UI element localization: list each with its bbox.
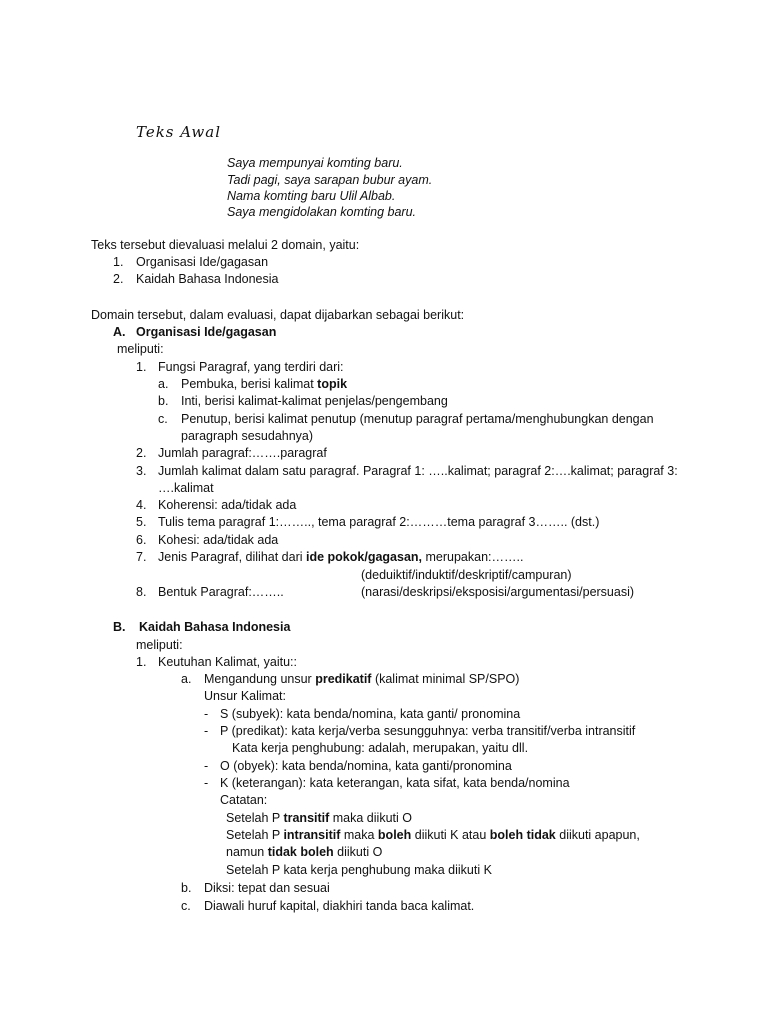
unsur-o: O (obyek): kata benda/nomina, kata ganti/pronomina	[220, 759, 512, 773]
b-unsur-label: Unsur Kalimat:	[204, 689, 286, 703]
a-item-num: 7.	[136, 550, 147, 564]
dash-bullet: -	[204, 759, 209, 773]
a-item-1b: Inti, berisi kalimat-kalimat penjelas/pengembang	[181, 394, 448, 408]
a-item-num: 4.	[136, 498, 147, 512]
a-item-num: 6.	[136, 533, 147, 547]
note-2: Setelah P intransitif maka boleh diikuti K atau boleh tidak diikuti apapun,	[226, 828, 640, 842]
a-item-1: Fungsi Paragraf, yang terdiri dari:	[158, 360, 344, 374]
a-item-3-line-2: ….kalimat	[158, 481, 214, 495]
a-sub-letter: c.	[158, 412, 168, 426]
dash-bullet: -	[204, 776, 209, 790]
domain-num-2: 2.	[113, 272, 124, 286]
a-item-num: 5.	[136, 515, 147, 529]
sample-line-4: Saya mengidolakan komting baru.	[227, 205, 417, 219]
b-sub-letter: c.	[181, 899, 191, 913]
a-item-5: Tulis tema paragraf 1:…….., tema paragraf 2:………tema paragraf 3…….. (dst.)	[158, 515, 600, 529]
b-item-1b: Diksi: tepat dan sesuai	[204, 881, 330, 895]
domain-item-2: Kaidah Bahasa Indonesia	[136, 272, 279, 286]
page-title: Teks Awal	[136, 123, 222, 141]
note-1: Setelah P transitif maka diikuti O	[226, 811, 412, 825]
a-item-1c-line-1: Penutup, berisi kalimat penutup (menutup paragraf pertama/menghubungkan dengan	[181, 412, 654, 426]
domain-item-1: Organisasi Ide/gagasan	[136, 255, 269, 269]
b-sub-letter: b.	[181, 881, 192, 895]
sample-line-3: Nama komting baru Ulil Albab.	[227, 189, 396, 203]
sample-line-1: Saya mempunyai komting baru.	[227, 156, 403, 170]
a-item-num: 2.	[136, 446, 147, 460]
section-b-meliputi: meliputi:	[136, 638, 183, 652]
b-item-num: 1.	[136, 655, 147, 669]
unsur-s: S (subyek): kata benda/nomina, kata ganti/ pronomina	[220, 707, 521, 721]
intro-text: Teks tersebut dievaluasi melalui 2 domain, yaitu:	[91, 238, 360, 252]
a-item-7-options: (deduiktif/induktif/deskriptif/campuran)	[361, 568, 572, 582]
catatan-label: Catatan:	[220, 793, 268, 807]
a-item-num: 8.	[136, 585, 147, 599]
dash-bullet: -	[204, 707, 209, 721]
unsur-p-continued: Kata kerja penghubung: adalah, merupakan, yaitu dll.	[232, 741, 529, 755]
b-item-1a: Mengandung unsur predikatif (kalimat minimal SP/SPO)	[204, 672, 520, 686]
b-sub-letter: a.	[181, 672, 192, 686]
a-item-7: Jenis Paragraf, dilihat dari ide pokok/gagasan, merupakan:……..	[158, 550, 524, 564]
a-item-num: 1.	[136, 360, 147, 374]
a-item-6: Kohesi: ada/tidak ada	[158, 533, 279, 547]
b-item-1c: Diawali huruf kapital, diakhiri tanda baca kalimat.	[204, 899, 475, 913]
unsur-p: P (predikat): kata kerja/verba sesungguhnya: verba transitif/verba intransitif	[220, 724, 636, 738]
a-item-4: Koherensi: ada/tidak ada	[158, 498, 297, 512]
a-item-2: Jumlah paragraf:…….paragraf	[158, 446, 327, 460]
a-item-1c-line-2: paragraph sesudahnya)	[181, 429, 314, 443]
section-b-letter: B.	[113, 620, 126, 634]
dash-bullet: -	[204, 724, 209, 738]
unsur-k: K (keterangan): kata keterangan, kata sifat, kata benda/nomina	[220, 776, 570, 790]
section-a-meliputi: meliputi:	[117, 342, 164, 356]
domain-num-1: 1.	[113, 255, 124, 269]
breakdown-intro: Domain tersebut, dalam evaluasi, dapat dijabarkan sebagai berikut:	[91, 308, 465, 322]
a-item-num: 3.	[136, 464, 147, 478]
section-b-heading: Kaidah Bahasa Indonesia	[139, 620, 291, 634]
a-item-1a: Pembuka, berisi kalimat topik	[181, 377, 348, 391]
a-item-8-options: (narasi/deskripsi/eksposisi/argumentasi/persuasi)	[361, 585, 635, 599]
note-3: namun tidak boleh diikuti O	[226, 845, 383, 859]
section-a-letter: A.	[113, 325, 126, 339]
a-sub-letter: b.	[158, 394, 169, 408]
b-item-1: Keutuhan Kalimat, yaitu::	[158, 655, 297, 669]
note-4: Setelah P kata kerja penghubung maka diikuti K	[226, 863, 492, 877]
sample-line-2: Tadi pagi, saya sarapan bubur ayam.	[227, 173, 433, 187]
a-item-8: Bentuk Paragraf:……..	[158, 585, 284, 599]
a-sub-letter: a.	[158, 377, 169, 391]
section-a-heading: Organisasi Ide/gagasan	[136, 325, 277, 339]
a-item-3-line-1: Jumlah kalimat dalam satu paragraf. Paragraf 1: …..kalimat; paragraf 2:….kalimat; paragraf 3:	[158, 464, 678, 478]
